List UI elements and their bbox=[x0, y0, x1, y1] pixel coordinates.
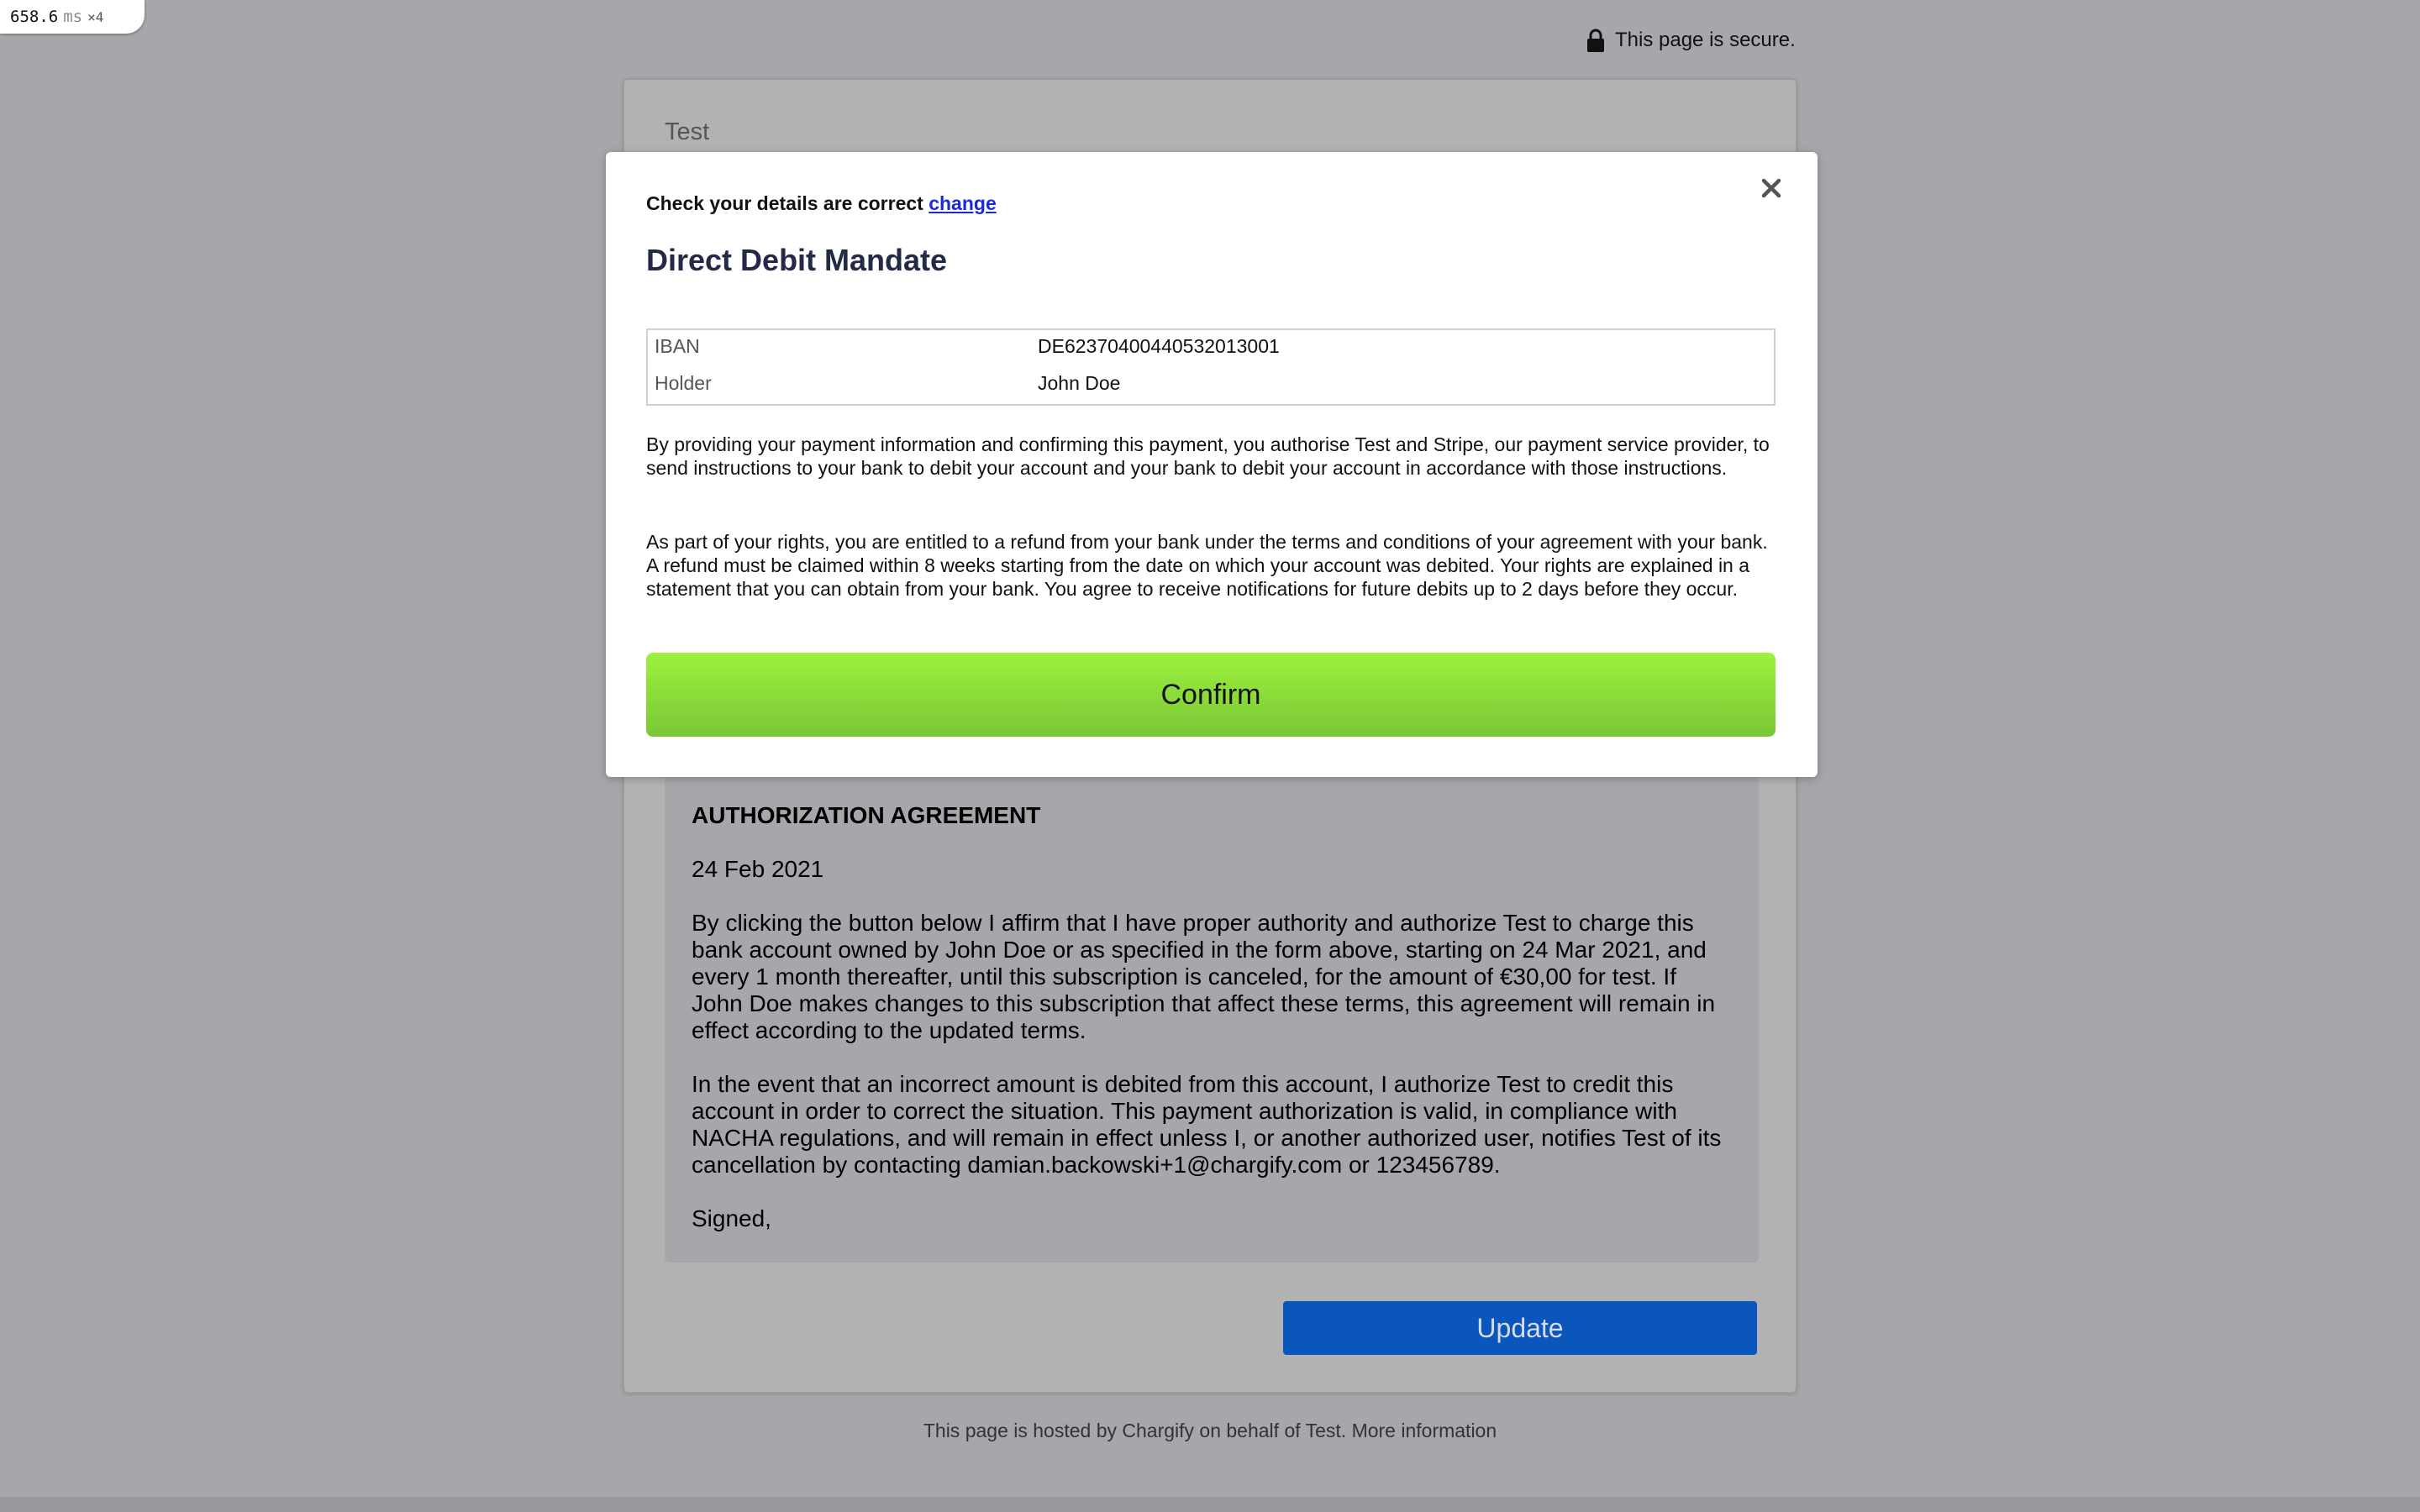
hosted-by-footer: This page is hosted by Chargify on behalf of Test. More information bbox=[923, 1420, 1497, 1441]
secure-notice-text: This page is secure. bbox=[1615, 29, 1796, 51]
table-row bbox=[648, 372, 1774, 406]
change-link[interactable]: change bbox=[929, 192, 997, 214]
table-row bbox=[648, 335, 1774, 369]
direct-debit-mandate-modal bbox=[606, 152, 1818, 777]
perf-value: 658.6 bbox=[10, 8, 59, 26]
iban-value: DE62370400440532013001 bbox=[1038, 335, 1280, 357]
holder-value: John Doe bbox=[1038, 372, 1121, 394]
confirm-button[interactable]: Confirm bbox=[646, 653, 1776, 737]
authorization-signed: Signed, bbox=[692, 1205, 771, 1231]
authorization-paragraph-2: In the event that an incorrect amount is debited from this account, I authorize Test to credit this account in order to correct the situation. This payment authorization is valid, in compliance with NACHA regulations, and will remain in effect unless I, or another authorized user, notifies Test of its cancellation by contacting damian.backowski+1@chargify.com or 123456789. bbox=[692, 1071, 1722, 1178]
page-bottom-strip bbox=[0, 1497, 2420, 1512]
check-details-text: Check your details are correct bbox=[646, 192, 923, 214]
holder-label: Holder bbox=[655, 372, 712, 394]
authorization-paragraph-1: By clicking the button below I affirm that I have proper authority and authorize Test to charge this bank account owned by John Doe or as specified in the form above, starting on 24 Mar 2021, and every 1 month thereafter, until this subscription is canceled, for the amount of €30,00 for test. If John Doe makes changes to this subscription that affect these terms, this agreement will remain in effect according to the updated terms. bbox=[692, 910, 1716, 1043]
update-button[interactable]: Update bbox=[1283, 1301, 1757, 1355]
mandate-title: Direct Debit Mandate bbox=[646, 243, 948, 277]
performance-badge bbox=[0, 0, 145, 34]
perf-unit: ms bbox=[63, 8, 83, 26]
iban-label: IBAN bbox=[655, 335, 700, 357]
lock-icon bbox=[1586, 28, 1605, 53]
mandate-terms-1: By providing your payment information and confirming this payment, you authorise Test and Stripe, our payment service provider, to send instructions to your bank to debit your account and your bank to debit your account in accordance with those instructions. bbox=[646, 433, 1770, 479]
bank-details-table bbox=[646, 328, 1776, 406]
check-details-line bbox=[646, 192, 997, 215]
authorization-agreement bbox=[665, 767, 1759, 1263]
mandate-terms-2: As part of your rights, you are entitled to a refund from your bank under the terms and conditions of your agreement with your bank. A refund must be claimed within 8 weeks starting from the date on which your account was debited. Your rights are explained in a statement that you can obtain from your bank. You agree to receive notifications for future debits up to 2 days before they occur. bbox=[646, 531, 1768, 600]
authorization-date: 24 Feb 2021 bbox=[692, 856, 824, 882]
close-icon[interactable] bbox=[1759, 176, 1784, 201]
perf-multiplier: ×4 bbox=[87, 8, 104, 25]
card-title: Test bbox=[665, 118, 710, 145]
secure-notice bbox=[1586, 24, 1796, 57]
authorization-heading: AUTHORIZATION AGREEMENT bbox=[692, 802, 1041, 828]
